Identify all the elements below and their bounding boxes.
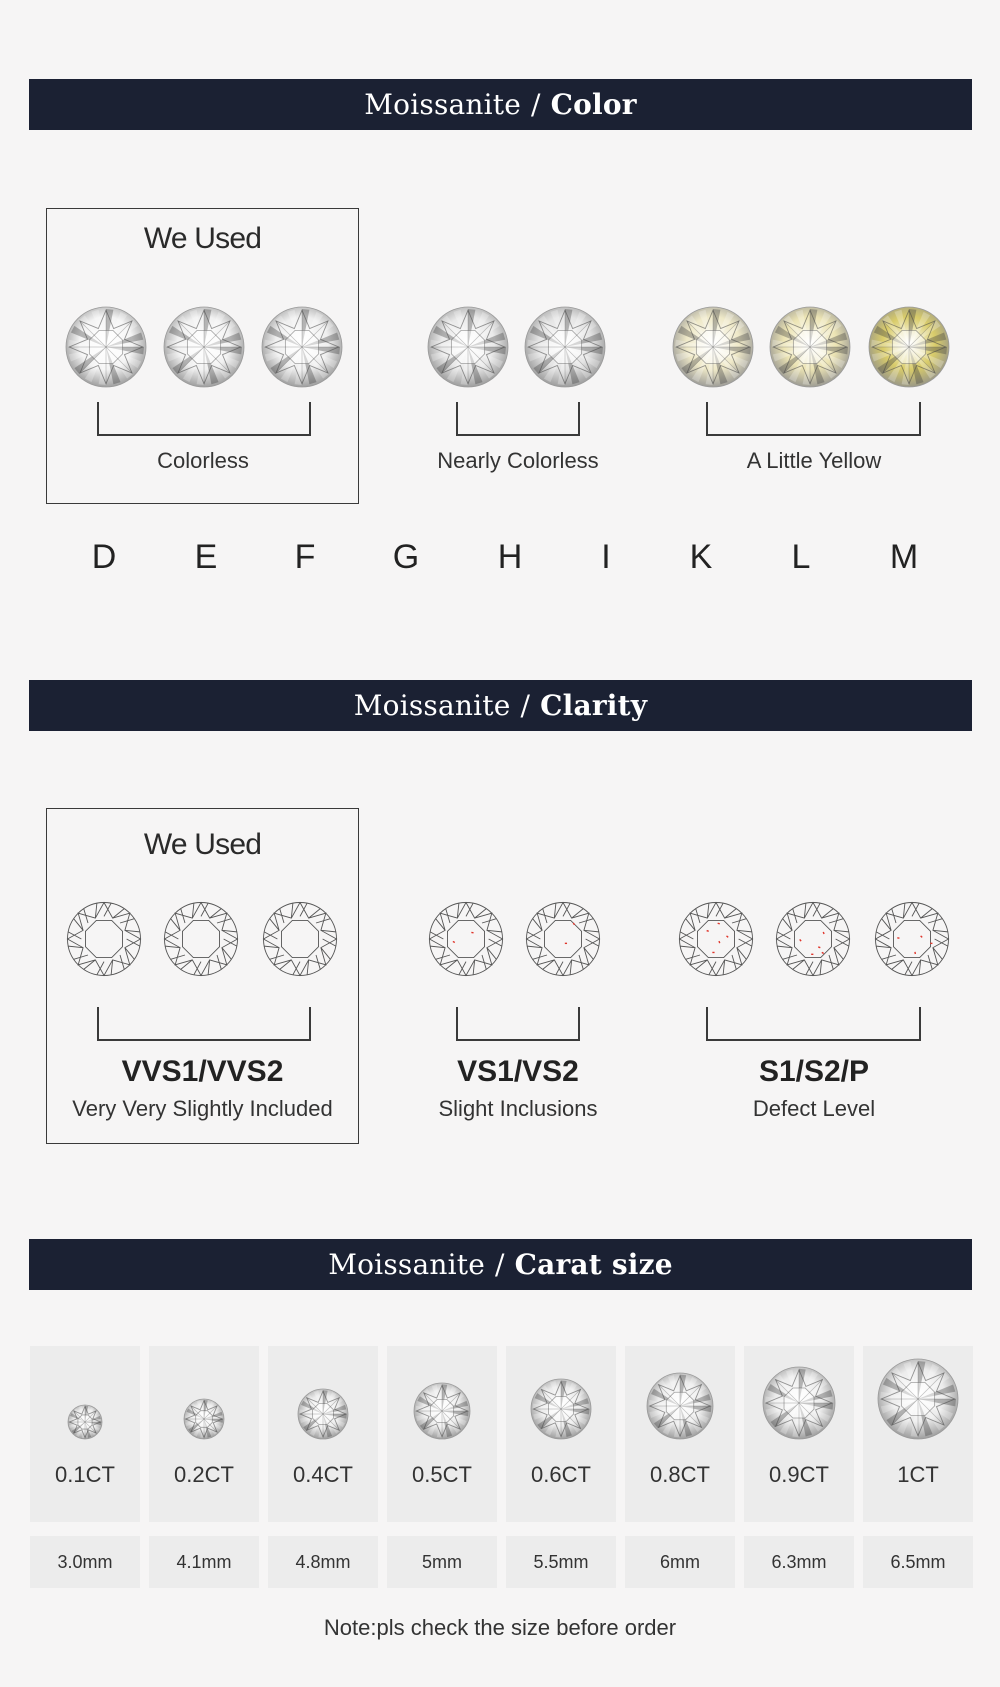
size-mm-label: 5.5mm xyxy=(506,1536,616,1588)
clarity-desc-si: Defect Level xyxy=(752,1096,876,1121)
banner-separator: / xyxy=(531,88,541,121)
diamond-icon xyxy=(297,1388,349,1440)
size-mm-label: 4.8mm xyxy=(268,1536,378,1588)
diamond-icon xyxy=(530,1378,592,1440)
diamond-icon-e xyxy=(163,306,245,388)
carat-section-banner xyxy=(29,1239,972,1290)
carat-label: 0.2CT xyxy=(174,1462,234,1487)
group-label-little-yellow: A Little Yellow xyxy=(746,448,882,473)
group-label-nearly-colorless: Nearly Colorless xyxy=(437,448,599,473)
grade-letter-i: I xyxy=(601,538,611,576)
diamond-icon-k xyxy=(672,306,754,388)
diamond-icon xyxy=(646,1372,714,1440)
diamond-icon-g xyxy=(427,306,509,388)
bracket-vvs xyxy=(97,1007,311,1041)
size-mm-label: 3.0mm xyxy=(30,1536,140,1588)
clarity-diamond-icon xyxy=(428,901,504,977)
carat-card xyxy=(506,1346,616,1522)
grade-letter-f: F xyxy=(294,538,316,576)
grade-letter-k: K xyxy=(689,538,713,576)
banner-separator: / xyxy=(520,689,531,722)
diamond-icon-d xyxy=(65,306,147,388)
clarity-grade-vs: VS1/VS2 xyxy=(457,1055,579,1088)
carat-label: 0.9CT xyxy=(769,1462,829,1487)
clarity-section-banner xyxy=(29,680,972,731)
color-section-banner xyxy=(29,79,972,130)
clarity-desc-vs: Slight Inclusions xyxy=(438,1096,598,1121)
diamond-icon xyxy=(183,1398,225,1440)
bracket-vs xyxy=(456,1007,580,1041)
diamond-icon-m xyxy=(868,306,950,388)
banner-prefix: Moissanite xyxy=(364,88,522,121)
clarity-diamond-icon xyxy=(678,901,754,977)
carat-label: 0.4CT xyxy=(293,1462,353,1487)
bracket-nearly-colorless xyxy=(456,402,580,436)
carat-card xyxy=(30,1346,140,1522)
carat-label: 0.6CT xyxy=(531,1462,591,1487)
size-mm-label: 4.1mm xyxy=(149,1536,259,1588)
clarity-diamond-icon xyxy=(262,901,338,977)
clarity-diamond-icon xyxy=(525,901,601,977)
banner-separator: / xyxy=(494,1248,505,1281)
diamond-icon-h xyxy=(524,306,606,388)
grade-letter-l: L xyxy=(791,538,811,576)
bracket-little-yellow xyxy=(706,402,921,436)
diamond-icon xyxy=(762,1366,836,1440)
banner-title: Color xyxy=(550,88,637,121)
carat-card xyxy=(744,1346,854,1522)
grade-letter-d: D xyxy=(91,538,117,576)
carat-card xyxy=(625,1346,735,1522)
banner-prefix: Moissanite xyxy=(328,1248,485,1281)
carat-label: 0.1CT xyxy=(55,1462,115,1487)
size-note: Note:pls check the size before order xyxy=(323,1615,677,1640)
we-used-label: We Used xyxy=(143,222,262,255)
clarity-diamond-icon xyxy=(874,901,950,977)
clarity-desc-vvs: Very Very Slightly Included xyxy=(72,1096,333,1121)
clarity-diamond-icon xyxy=(775,901,851,977)
carat-card xyxy=(149,1346,259,1522)
carat-label: 1CT xyxy=(897,1462,939,1487)
diamond-icon-f xyxy=(261,306,343,388)
size-mm-label: 5mm xyxy=(387,1536,497,1588)
carat-card xyxy=(863,1346,973,1522)
size-mm-label: 6.5mm xyxy=(863,1536,973,1588)
carat-card xyxy=(268,1346,378,1522)
grade-letter-m: M xyxy=(889,538,919,576)
clarity-diamond-icon xyxy=(66,901,142,977)
we-used-label: We Used xyxy=(143,828,262,861)
bracket-si xyxy=(706,1007,921,1041)
grade-letter-h: H xyxy=(497,538,523,576)
group-label-colorless: Colorless xyxy=(157,448,249,473)
grade-letter-e: E xyxy=(194,538,218,576)
clarity-grade-vvs: VVS1/VVS2 xyxy=(121,1055,284,1088)
size-mm-label: 6.3mm xyxy=(744,1536,854,1588)
carat-card xyxy=(387,1346,497,1522)
diamond-icon-l xyxy=(769,306,851,388)
diamond-icon xyxy=(877,1358,959,1440)
grade-letter-g: G xyxy=(392,538,420,576)
diamond-icon xyxy=(67,1404,103,1440)
diamond-icon xyxy=(413,1382,471,1440)
clarity-grade-si: S1/S2/P xyxy=(758,1055,870,1088)
carat-label: 0.5CT xyxy=(412,1462,472,1487)
banner-prefix: Moissanite xyxy=(353,689,511,722)
carat-label: 0.8CT xyxy=(650,1462,710,1487)
bracket-colorless xyxy=(97,402,311,436)
banner-title: Carat size xyxy=(514,1248,673,1281)
size-mm-label: 6mm xyxy=(625,1536,735,1588)
clarity-diamond-icon xyxy=(163,901,239,977)
banner-title: Clarity xyxy=(540,689,648,722)
